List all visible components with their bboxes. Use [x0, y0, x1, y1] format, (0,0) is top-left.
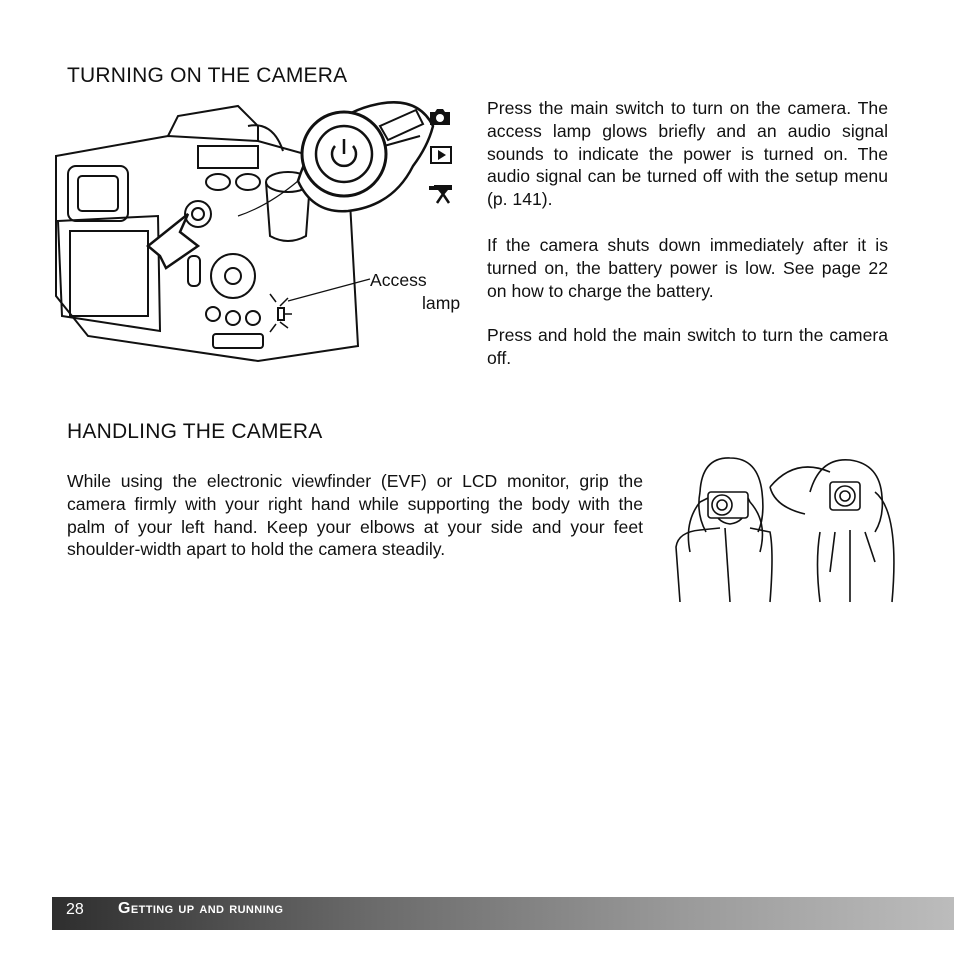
camera-holding-illustration — [670, 452, 895, 607]
turning-on-paragraph-2: If the camera shuts down immediately after it is turned on, the battery power is low. See page 22 on how to charge the battery. — [487, 235, 888, 301]
movie-icon — [428, 184, 454, 204]
section-heading-handling: HANDLING THE CAMERA — [67, 420, 323, 443]
camera-icon — [428, 108, 452, 126]
camera-power-illustration — [48, 96, 473, 371]
chapter-title: Getting up and running — [118, 900, 284, 917]
section-heading-turning-on: TURNING ON THE CAMERA — [67, 64, 348, 87]
turning-on-paragraph-3: Press and hold the main switch to turn the camera off. — [487, 325, 888, 368]
access-lamp-label-line1: Access — [370, 270, 427, 290]
page-number: 28 — [66, 901, 84, 918]
access-lamp-label-line2: lamp — [422, 293, 461, 313]
playback-icon — [430, 146, 452, 164]
turning-on-paragraph-1: Press the main switch to turn on the camera. The access lamp glows briefly and an audio signal sounds to indicate the power is turned on. The audio signal can be turned off with the setup menu (p. 141). — [487, 98, 888, 210]
handling-paragraph: While using the electronic viewfinder (EVF) or LCD monitor, grip the camera firmly with your right hand while supporting the body with the palm of your left hand. Keep your elbows at your side and your feet shoulder-width apart to hold the camera steadily. — [67, 471, 643, 560]
